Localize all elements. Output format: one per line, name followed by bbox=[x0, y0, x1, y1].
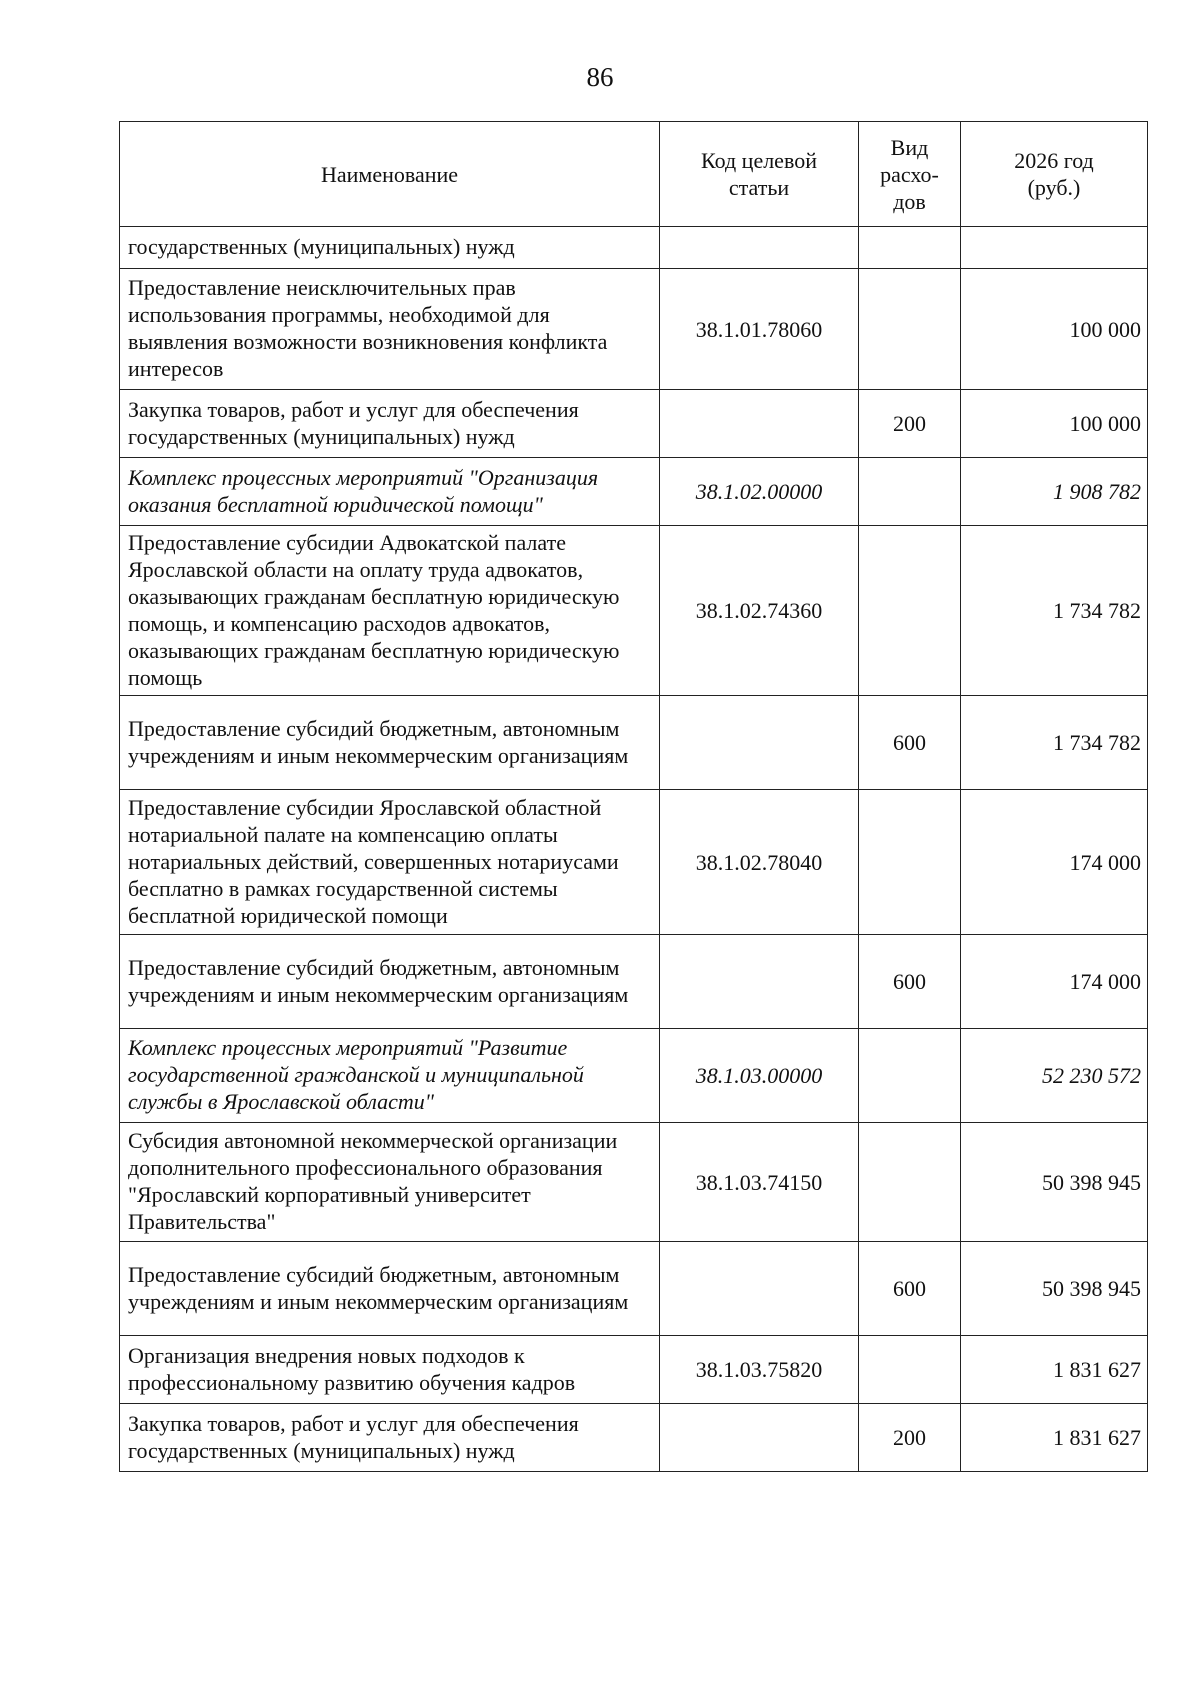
table-row bbox=[120, 1029, 1148, 1123]
cell-sum: 174 000 bbox=[961, 790, 1148, 935]
table-row bbox=[120, 526, 1148, 696]
table-header-row bbox=[120, 122, 1148, 227]
cell-name: Предоставление субсидий бюджетным, автономным учреждениям и иным некоммерческим организациям bbox=[120, 935, 660, 1029]
cell-type: 600 bbox=[859, 696, 961, 790]
cell-sum: 100 000 bbox=[961, 390, 1148, 458]
cell-code: 38.1.02.78040 bbox=[660, 790, 859, 935]
table-row bbox=[120, 696, 1148, 790]
cell-sum: 1 831 627 bbox=[961, 1336, 1148, 1404]
cell-code bbox=[660, 696, 859, 790]
cell-type: 600 bbox=[859, 935, 961, 1029]
table-row bbox=[120, 935, 1148, 1029]
cell-name: Организация внедрения новых подходов к профессиональному развитию обучения кадров bbox=[120, 1336, 660, 1404]
header-name: Наименование bbox=[120, 122, 660, 227]
table-row bbox=[120, 1404, 1148, 1472]
budget-table bbox=[119, 121, 1148, 1472]
cell-name: Предоставление неисключительных прав использования программы, необходимой для выявления возможности возникновения конфликта интересов bbox=[120, 269, 660, 390]
table-row bbox=[120, 458, 1148, 526]
cell-type: 600 bbox=[859, 1242, 961, 1336]
table-row bbox=[120, 1123, 1148, 1242]
header-type-text: Вид расхо-дов bbox=[880, 134, 939, 214]
cell-type bbox=[859, 790, 961, 935]
cell-type bbox=[859, 227, 961, 269]
cell-type: 200 bbox=[859, 1404, 961, 1472]
cell-type bbox=[859, 458, 961, 526]
cell-sum: 1 831 627 bbox=[961, 1404, 1148, 1472]
header-sum-text: 2026 год (руб.) bbox=[1014, 148, 1094, 200]
cell-name: Предоставление субсидий бюджетным, автономным учреждениям и иным некоммерческим организациям bbox=[120, 1242, 660, 1336]
cell-code: 38.1.01.78060 bbox=[660, 269, 859, 390]
cell-sum: 50 398 945 bbox=[961, 1242, 1148, 1336]
cell-sum bbox=[961, 227, 1148, 269]
header-code bbox=[660, 122, 859, 227]
cell-name: Предоставление субсидии Ярославской областной нотариальной палате на компенсацию оплаты нотариальных действий, совершенных нотариусами бесплатно в рамках государственной системы бесплатной юридической помощи bbox=[120, 790, 660, 935]
cell-type bbox=[859, 1123, 961, 1242]
table-row bbox=[120, 790, 1148, 935]
cell-sum: 52 230 572 bbox=[961, 1029, 1148, 1123]
table-body bbox=[120, 227, 1148, 1472]
cell-name: государственных (муниципальных) нужд bbox=[120, 227, 660, 269]
header-sum bbox=[961, 122, 1148, 227]
cell-name: Предоставление субсидий бюджетным, автономным учреждениям и иным некоммерческим организациям bbox=[120, 696, 660, 790]
cell-type bbox=[859, 269, 961, 390]
cell-sum: 1 734 782 bbox=[961, 526, 1148, 696]
cell-name: Комплекс процессных мероприятий "Организация оказания бесплатной юридической помощи" bbox=[120, 458, 660, 526]
cell-code bbox=[660, 227, 859, 269]
table-row bbox=[120, 1336, 1148, 1404]
table-row bbox=[120, 269, 1148, 390]
cell-sum: 50 398 945 bbox=[961, 1123, 1148, 1242]
cell-name: Субсидия автономной некоммерческой организации дополнительного профессионального образования "Ярославский корпоративный университет Правительства" bbox=[120, 1123, 660, 1242]
page-number: 86 bbox=[586, 62, 614, 92]
header-code-text: Код целевой статьи bbox=[701, 148, 817, 200]
cell-code bbox=[660, 935, 859, 1029]
cell-sum: 174 000 bbox=[961, 935, 1148, 1029]
cell-name: Закупка товаров, работ и услуг для обеспечения государственных (муниципальных) нужд bbox=[120, 390, 660, 458]
cell-name: Предоставление субсидии Адвокатской палате Ярославской области на оплату труда адвокатов, оказывающих гражданам бесплатную юридическую помощь, и компенсацию расходов адвокатов, оказывающих гражданам бесплатную юридическую помощь bbox=[120, 526, 660, 696]
cell-code bbox=[660, 390, 859, 458]
table-row bbox=[120, 390, 1148, 458]
cell-name: Закупка товаров, работ и услуг для обеспечения государственных (муниципальных) нужд bbox=[120, 1404, 660, 1472]
cell-name: Комплекс процессных мероприятий "Развитие государственной гражданской и муниципальной службы в Ярославской области" bbox=[120, 1029, 660, 1123]
cell-code: 38.1.02.74360 bbox=[660, 526, 859, 696]
cell-type bbox=[859, 1336, 961, 1404]
table-row bbox=[120, 1242, 1148, 1336]
cell-code: 38.1.03.75820 bbox=[660, 1336, 859, 1404]
cell-type: 200 bbox=[859, 390, 961, 458]
cell-type bbox=[859, 526, 961, 696]
cell-code: 38.1.03.74150 bbox=[660, 1123, 859, 1242]
cell-code bbox=[660, 1404, 859, 1472]
cell-sum: 1 734 782 bbox=[961, 696, 1148, 790]
table-row bbox=[120, 227, 1148, 269]
cell-sum: 1 908 782 bbox=[961, 458, 1148, 526]
header-type bbox=[859, 122, 961, 227]
cell-code: 38.1.02.00000 bbox=[660, 458, 859, 526]
cell-code: 38.1.03.00000 bbox=[660, 1029, 859, 1123]
cell-type bbox=[859, 1029, 961, 1123]
cell-sum: 100 000 bbox=[961, 269, 1148, 390]
cell-code bbox=[660, 1242, 859, 1336]
